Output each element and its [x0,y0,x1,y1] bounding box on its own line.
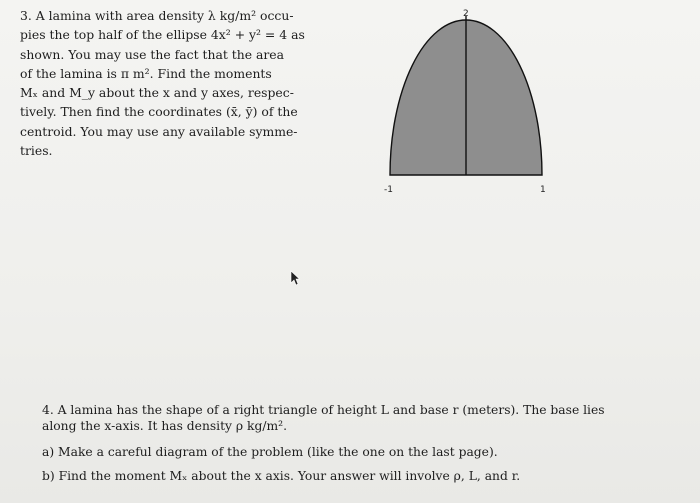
problem-3-text [20,6,365,160]
tick-label-right: 1 [540,185,546,193]
half-ellipse-figure [378,8,558,193]
problem-4-part-a: a) Make a careful diagram of the problem (like the one on the last page). [42,445,498,459]
problem-3-line: of the lamina is π m². Find the moments [20,65,272,81]
tick-label-top: 2 [463,9,469,19]
problem-4-line: 4. A lamina has the shape of a right triangle of height L and base r (meters). The base lies [42,403,605,417]
problem-3-line: 3. A lamina with area density λ kg/m² occu- [20,8,294,23]
problem-4-text [42,399,682,487]
problem-3-line: centroid. You may use any available symme- [20,123,298,139]
problem-4-line: along the x-axis. It has density ρ kg/m². [42,419,288,433]
problem-3-line: tries. [20,143,53,159]
tick-label-left: -1 [384,185,393,193]
mouse-cursor-icon [290,270,300,286]
problem-3-line: tively. Then find the coordinates (x̄, ȳ) of the [20,104,298,120]
problem-4-part-b: b) Find the moment Mₓ about the x axis. Your answer will involve ρ, L, and r. [42,469,521,483]
problem-3-line: shown. You may use the fact that the area [20,46,285,62]
problem-3-line: Mₓ and M_y about the x and y axes, respec- [20,85,294,101]
problem-3-line: pies the top half of the ellipse 4x² + y² = 4 as [20,27,305,43]
